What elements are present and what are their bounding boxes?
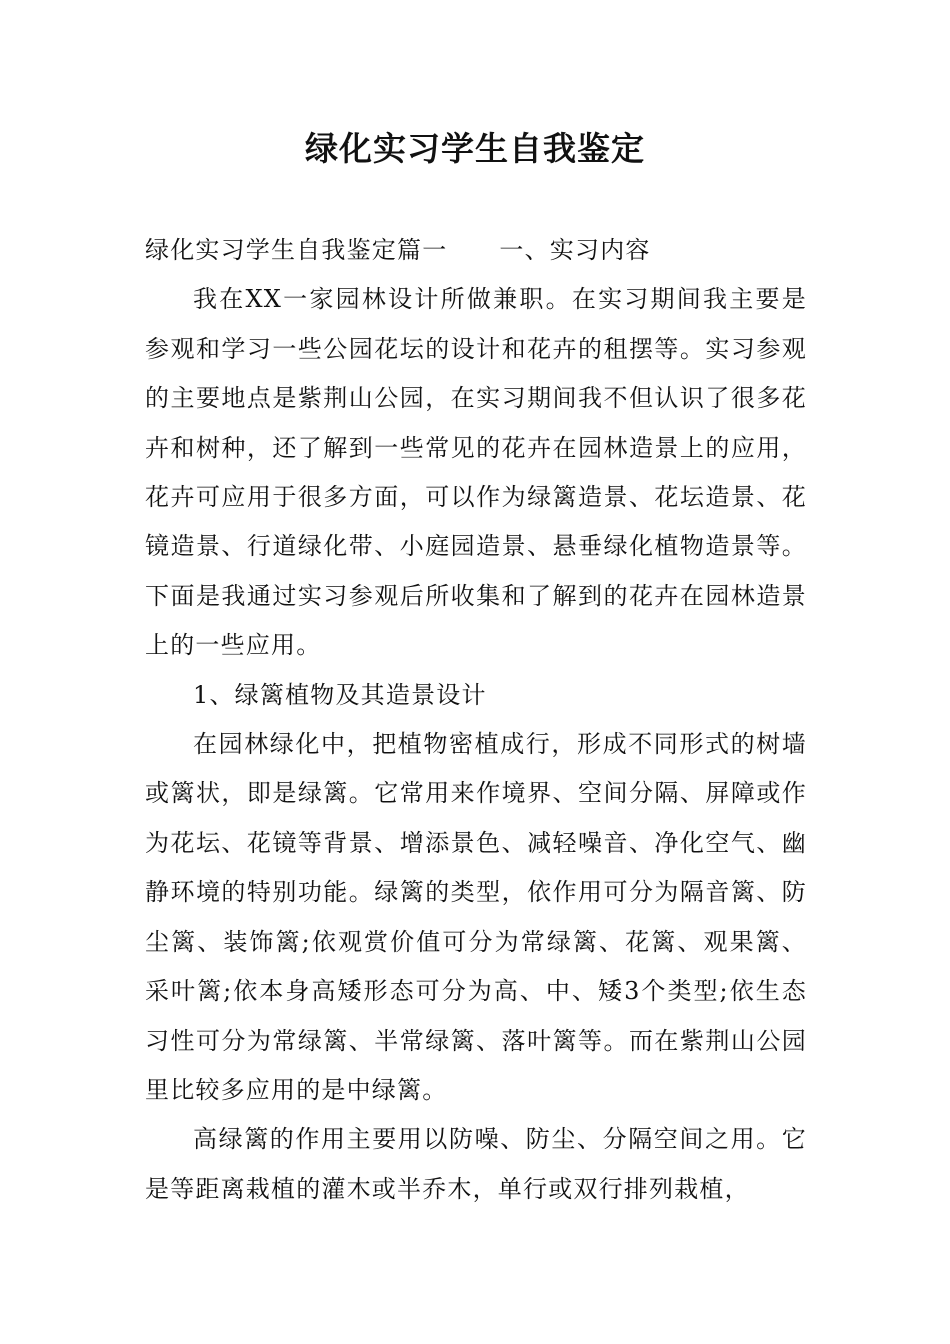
section-heading: 一、实习内容: [499, 236, 651, 264]
paragraph: 高绿篱的作用主要用以防噪、防尘、分隔空间之用。它是等距离栽植的灌木或半乔木，单行或双行排列栽植，: [145, 1125, 807, 1203]
document-title: 绿化实习学生自我鉴定: [305, 129, 645, 168]
document-body: [145, 226, 807, 1214]
paragraph: 在园林绿化中，把植物密植成行，形成不同形式的树墙或篱状，即是绿篱。它常用来作境界、空间分隔、屏障或作为花坛、花镜等背景、增添景色、减轻噪音、净化空气、幽静环境的特别功能。绿篱的类型，依作用可分为隔音篱、防尘篱、装饰篱;依观赏价值可分为常绿篱、花篱、观果篱、采叶篱;依本身高矮形态可分为高、中、矮3个类型;依生态习性可分为常绿篱、半常绿篱、落叶篱等。而在紫荆山公园里比较多应用的是中绿篱。: [145, 730, 807, 1104]
paragraph: 我在XX一家园林设计所做兼职。在实习期间我主要是参观和学习一些公园花坛的设计和花卉的租摆等。实习参观的主要地点是紫荆山公园，在实习期间我不但认识了很多花卉和树种，还了解到一些常见的花卉在园林造景上的应用，花卉可应用于很多方面，可以作为绿篱造景、花坛造景、花镜造景、行道绿化带、小庭园造景、悬垂绿化植物造景等。下面是我通过实习参观后所收集和了解到的花卉在园林造景上的一些应用。: [145, 285, 807, 660]
subsection-heading: 1、绿篱植物及其造景设计: [193, 680, 487, 709]
section-heading-line: [145, 226, 807, 275]
article-subtitle: 绿化实习学生自我鉴定篇一: [145, 236, 448, 264]
